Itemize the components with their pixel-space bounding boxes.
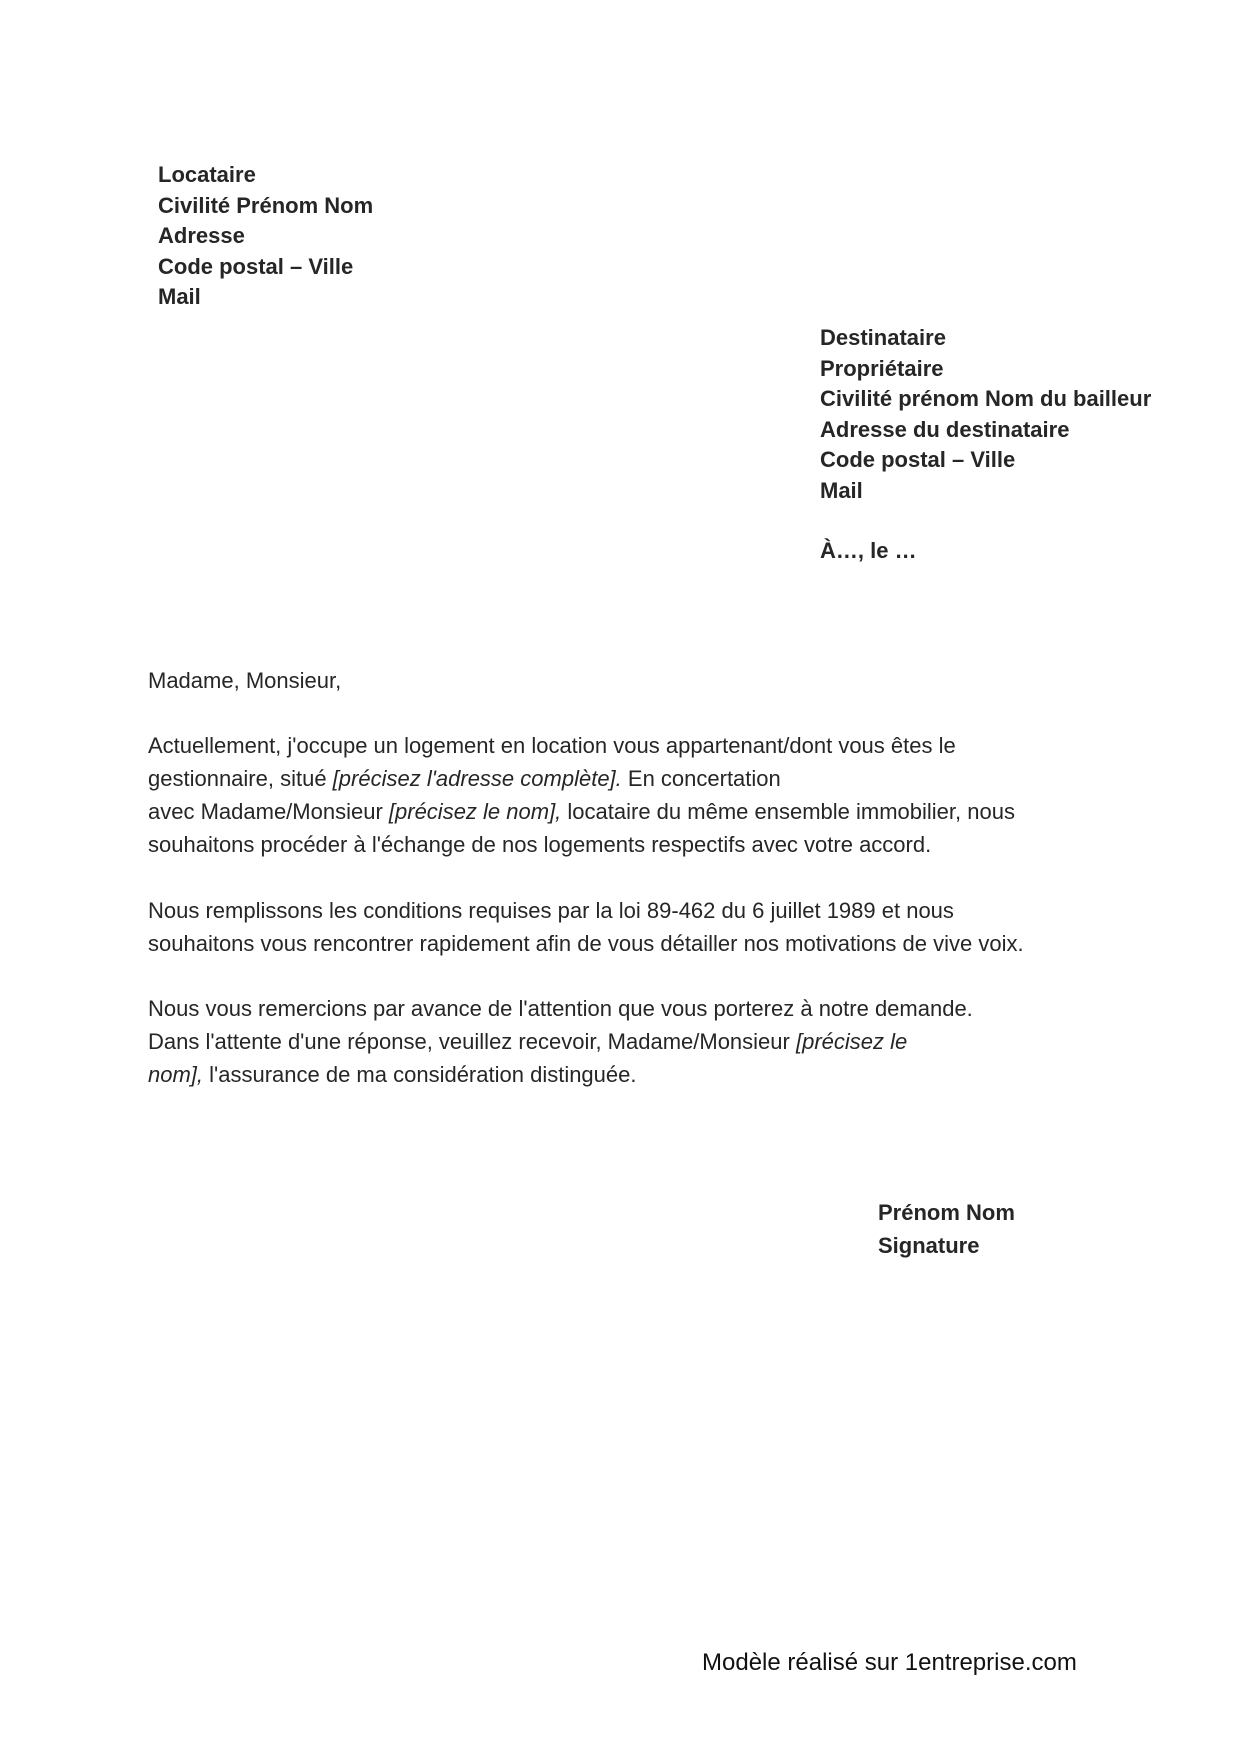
placeholder-address: [précisez l'adresse complète]. <box>332 766 622 791</box>
date-line: À…, le … <box>820 538 917 563</box>
signature-block <box>878 1196 1015 1262</box>
placeholder-name-end: nom], <box>148 1062 204 1087</box>
paragraph-2 <box>148 894 1108 960</box>
paragraph-2-line-1: Nous remplissons les conditions requises par la loi 89-462 du 6 juillet 1989 et nous <box>148 898 954 923</box>
signature-name: Prénom Nom <box>878 1200 1015 1225</box>
paragraph-3-line-2 <box>148 1025 1108 1058</box>
signature-label: Signature <box>878 1233 980 1258</box>
salutation <box>148 664 1108 697</box>
recipient-city: Code postal – Ville <box>820 447 1016 472</box>
paragraph-1-line-2 <box>148 762 1108 795</box>
paragraph-1-line-3-a: avec Madame/Monsieur <box>148 799 389 824</box>
paragraph-3-line-3-b: l'assurance de ma considération distinguée. <box>203 1062 637 1087</box>
sender-block <box>158 160 373 313</box>
paragraph-3-line-2-a: Dans l'attente d'une réponse, veuillez recevoir, Madame/Monsieur <box>148 1029 796 1054</box>
recipient-block <box>820 323 1151 506</box>
paragraph-1-line-3-b: locataire du même ensemble immobilier, nous <box>561 799 1015 824</box>
sender-role: Locataire <box>158 162 256 187</box>
sender-city: Code postal – Ville <box>158 253 354 279</box>
salutation-text: Madame, Monsieur, <box>148 668 342 693</box>
paragraph-1-line-2-b: En concertation <box>621 766 781 791</box>
sender-mail: Mail <box>158 284 201 309</box>
recipient-name: Civilité prénom Nom du bailleur <box>820 386 1152 411</box>
paragraph-1 <box>148 729 1108 861</box>
recipient-label: Destinataire <box>820 325 946 350</box>
footer-credit: Modèle réalisé sur 1entreprise.com <box>702 1649 1077 1676</box>
sender-name: Civilité Prénom Nom <box>158 192 374 218</box>
paragraph-1-line-3 <box>148 795 1108 828</box>
paragraph-3-line-1: Nous vous remercions par avance de l'attention que vous porterez à notre demande. <box>148 996 973 1021</box>
paragraph-1-line-4: souhaitons procéder à l'échange de nos logements respectifs avec votre accord. <box>148 832 932 857</box>
paragraph-3 <box>148 992 1108 1091</box>
sender-address: Adresse <box>158 223 245 248</box>
placeholder-name-start: [précisez le <box>795 1029 908 1054</box>
recipient-address: Adresse du destinataire <box>820 416 1070 442</box>
paragraph-1-line-2-a: gestionnaire, situé <box>148 766 333 791</box>
placeholder-name: [précisez le nom], <box>388 799 562 824</box>
paragraph-1-line-1: Actuellement, j'occupe un logement en location vous appartenant/dont vous êtes le <box>148 733 956 758</box>
paragraph-3-line-3 <box>148 1058 1108 1091</box>
paragraph-2-line-2: souhaitons vous rencontrer rapidement afin de vous détailler nos motivations de vive voix. <box>148 931 1024 956</box>
recipient-role: Propriétaire <box>820 355 944 381</box>
recipient-mail: Mail <box>820 477 863 503</box>
